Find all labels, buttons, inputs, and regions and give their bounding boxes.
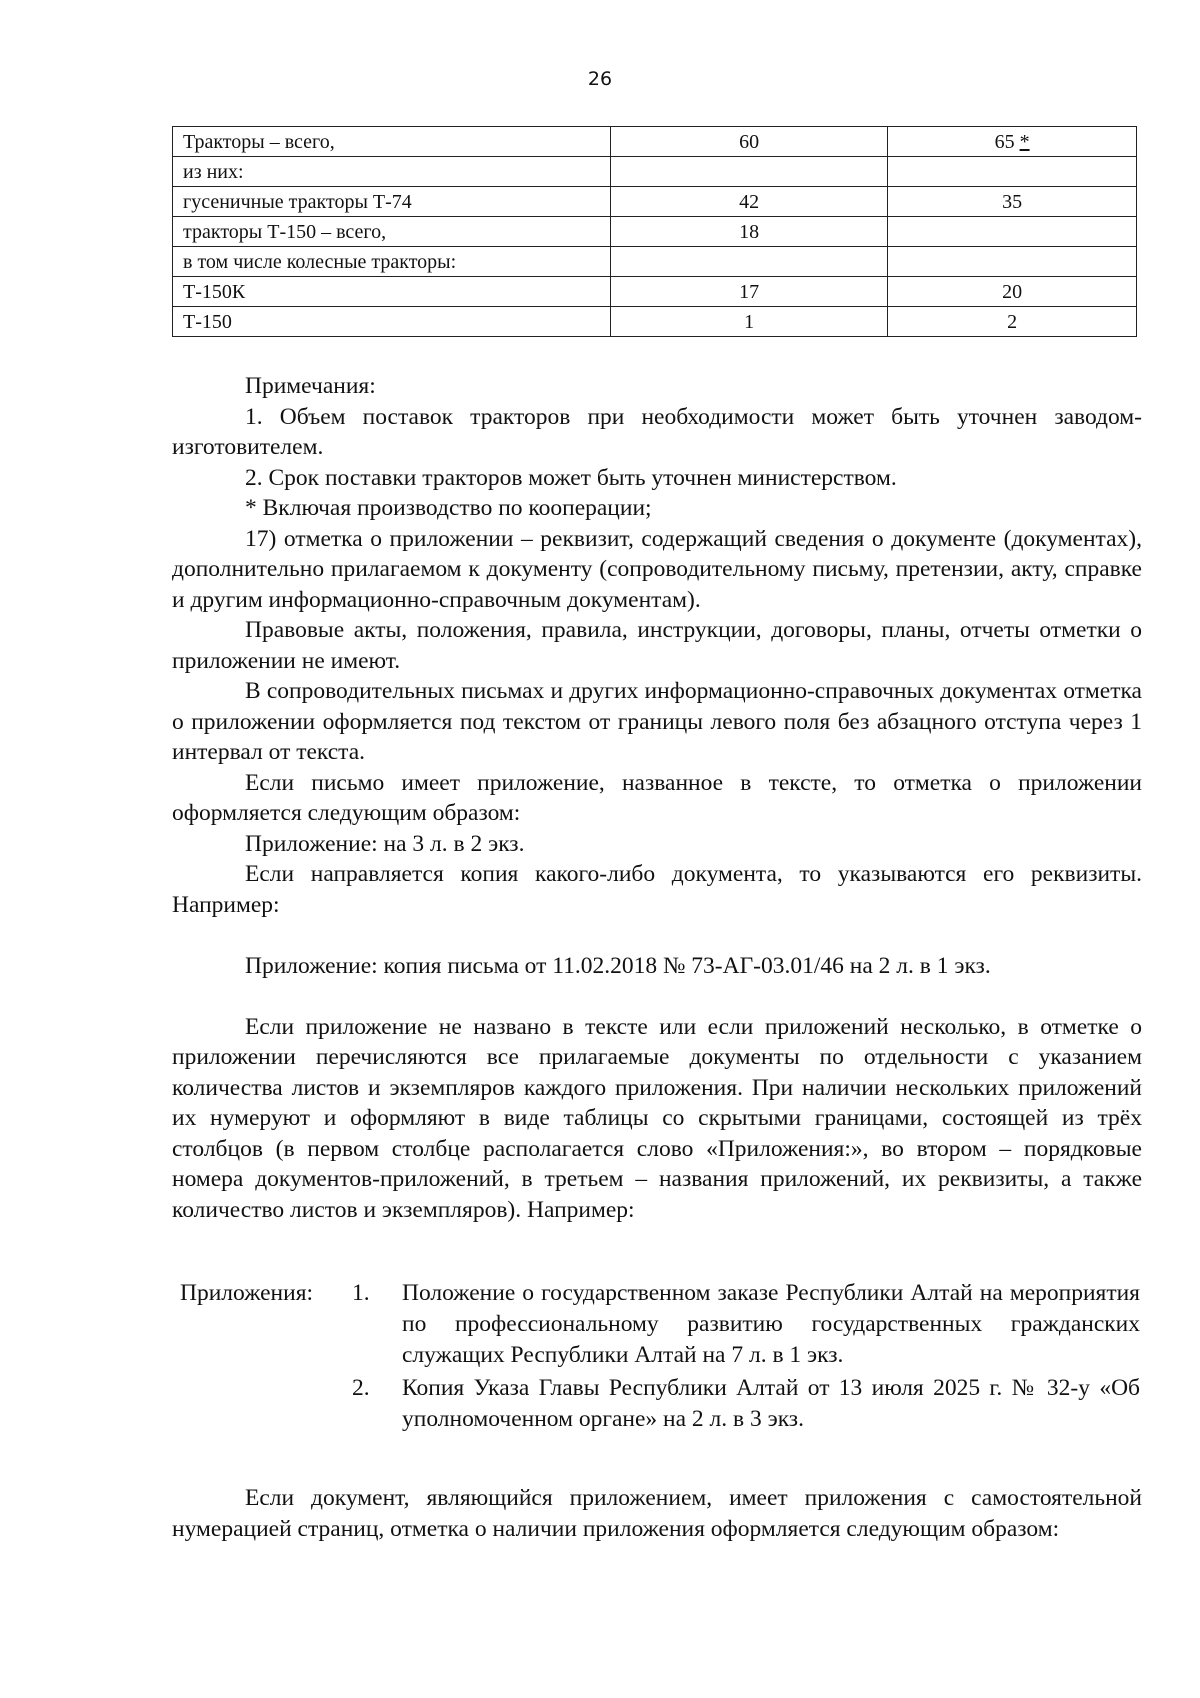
quantity-cell: 60: [611, 127, 888, 157]
quantity-cell: [888, 127, 1137, 157]
quantity-value: 20: [1002, 280, 1023, 303]
appendix-number: 2.: [352, 1375, 370, 1401]
tractor-name-cell: Тракторы – всего,: [173, 127, 611, 157]
tractor-name-cell: тракторы Т-150 – всего,: [173, 217, 611, 247]
page-number: 26: [587, 68, 613, 90]
quantity-cell: 18: [611, 217, 888, 247]
appendix-label: Приложения:: [180, 1280, 314, 1306]
paragraph-cover-letters: В сопроводительных письмах и других информационно-справочных документах отметка о приложении оформляется под текстом от границы левого поля без абзацного отступа через 1 интервал от текста.: [172, 678, 1142, 765]
example-appendix-mark: Приложение: на 3 л. в 2 экз.: [245, 830, 525, 857]
quantity-value: 2: [1007, 310, 1018, 333]
quantity-cell: [888, 187, 1137, 217]
note-2: 2. Срок поставки тракторов может быть уточнен министерством.: [245, 464, 897, 491]
tractor-name-cell: в том числе колесные тракторы:: [173, 247, 611, 277]
table-row: [173, 127, 1137, 157]
quantity-cell: [888, 217, 1137, 247]
table-row: [173, 247, 1137, 277]
quantity-cell: [888, 277, 1137, 307]
document-body: [172, 371, 1142, 1225]
paragraph-copy: Если направляется копия какого-либо документа, то указываются его реквизиты. Например:: [172, 861, 1142, 918]
note-1: 1. Объем поставок тракторов при необходимости может быть уточнен заводом-изготовителем.: [172, 403, 1142, 460]
paragraph-several-appendices: Если приложение не названо в тексте или если приложений несколько, в отметке о приложении перечисляются все прилагаемые документы по отдельности с указанием количества листов и экземпляров каждого приложения. При наличии нескольких приложений их нумеруют и оформляют в виде таблицы со скрытыми границами, состоящей из трёх столбцов (в первом столбце располагается слово «Приложения:», во втором – порядковые номера документов-приложений, в третьем – названия приложений, их реквизиты, а также количество листов и экземпляров). Например:: [172, 1013, 1142, 1223]
tractor-name-cell: Т-150К: [173, 277, 611, 307]
note-footnote: * Включая производство по кооперации;: [245, 495, 652, 521]
appendix-number: 1.: [352, 1280, 370, 1306]
paragraph-legal-acts: Правовые акты, положения, правила, инструкции, договоры, планы, отчеты отметки о приложении не имеют.: [172, 617, 1142, 674]
appendix-label-empty: [180, 1373, 352, 1437]
appendix-title: Копия Указа Главы Республики Алтай от 13 июля 2025 г. № 32-у «Об уполномоченном органе» на 2 л. в 3 экз.: [402, 1375, 1140, 1432]
tractor-name-cell: Т-150: [173, 307, 611, 337]
example-copy-appendix: Приложение: копия письма от 11.02.2018 № 73-АГ-03.01/46 на 2 л. в 1 экз.: [245, 952, 991, 979]
quantity-cell: [611, 247, 888, 277]
quantity-cell: [888, 247, 1137, 277]
table-row: [173, 277, 1137, 307]
appendix-row: [180, 1373, 1140, 1437]
tractor-name-cell: из них:: [173, 157, 611, 187]
paragraph-17: 17) отметка о приложении – реквизит, содержащий сведения о документе (документах), дополнительно прилагаемом к документу (сопроводительному письму, претензии, акту, справке и другим информационно-справочным документам).: [172, 525, 1142, 613]
table-row: [173, 217, 1137, 247]
quantity-cell: 1: [611, 307, 888, 337]
quantity-cell: 17: [611, 277, 888, 307]
tractor-supply-table: [172, 126, 1137, 337]
appendix-example-table: [180, 1278, 1140, 1437]
quantity-cell: [888, 307, 1137, 337]
table-row: [173, 307, 1137, 337]
appendix-title: Положение о государственном заказе Республики Алтай на мероприятия по профессиональному развитию государственных гражданских служащих Республики Алтай на 7 л. в 1 экз.: [402, 1280, 1140, 1368]
quantity-value: 65: [994, 130, 1015, 153]
footnote-mark: *: [1019, 130, 1030, 153]
table-row: [173, 187, 1137, 217]
quantity-cell: [888, 157, 1137, 187]
appendix-row: [180, 1278, 1140, 1373]
document-body-end: [172, 1483, 1142, 1544]
table-row: [173, 157, 1137, 187]
notes-heading: Примечания:: [245, 373, 376, 399]
quantity-cell: [611, 157, 888, 187]
paragraph-nested-appendix: Если документ, являющийся приложением, имеет приложения с самостоятельной нумерацией страниц, отметка о наличии приложения оформляется следующим образом:: [172, 1485, 1142, 1542]
quantity-value: 35: [1002, 190, 1023, 213]
quantity-cell: 42: [611, 187, 888, 217]
paragraph-named-appendix: Если письмо имеет приложение, названное в тексте, то отметка о приложении оформляется следующим образом:: [172, 769, 1142, 826]
tractor-name-cell: гусеничные тракторы Т-74: [173, 187, 611, 217]
